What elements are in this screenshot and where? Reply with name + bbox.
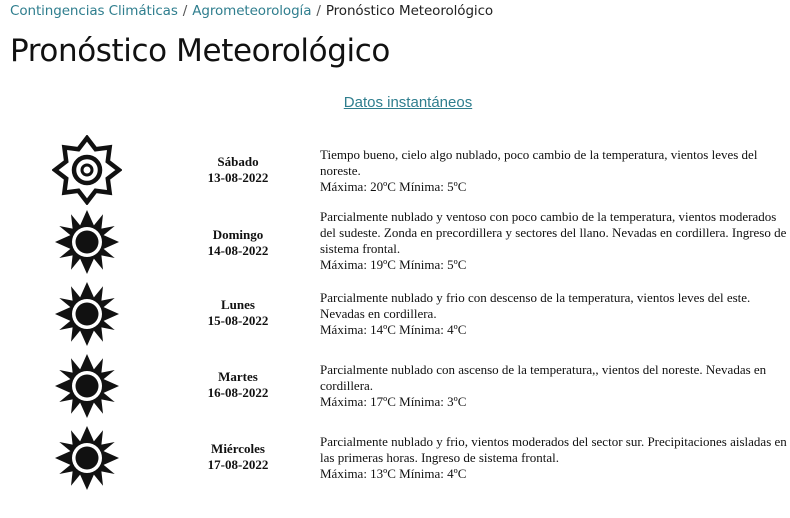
forecast-date-value: 17-08-2022 bbox=[207, 457, 269, 472]
forecast-date bbox=[188, 441, 288, 473]
breadcrumb-link-contingencias[interactable]: Contingencias Climáticas bbox=[10, 3, 178, 19]
forecast-temperatures: Máxima: 14ºC Mínima: 4ºC bbox=[320, 322, 467, 337]
forecast-day: Domingo bbox=[212, 227, 264, 242]
forecast-description bbox=[320, 147, 788, 195]
forecast-date bbox=[188, 369, 288, 401]
forecast-row bbox=[0, 421, 790, 493]
forecast-date bbox=[188, 154, 288, 186]
forecast-temperatures: Máxima: 17ºC Mínima: 3ºC bbox=[320, 394, 467, 409]
forecast-day: Sábado bbox=[217, 154, 259, 169]
forecast-description bbox=[320, 362, 788, 410]
forecast-temperatures: Máxima: 13ºC Mínima: 4ºC bbox=[320, 466, 467, 481]
forecast-temperatures: Máxima: 19ºC Mínima: 5ºC bbox=[320, 257, 467, 272]
forecast-description-text: Parcialmente nublado con ascenso de la temperatura,, vientos del noreste. Nevadas en cordillera. bbox=[320, 362, 767, 393]
forecast-description-text: Tiempo bueno, cielo algo nublado, poco cambio de la temperatura, vientos leves del noreste. bbox=[320, 147, 758, 178]
breadcrumb bbox=[10, 3, 493, 19]
sun-outline-icon bbox=[52, 135, 122, 205]
forecast-day: Martes bbox=[218, 369, 258, 384]
forecast-row bbox=[0, 277, 790, 349]
forecast-day: Miércoles bbox=[211, 441, 265, 456]
sun-icon bbox=[52, 207, 122, 277]
forecast-description-text: Parcialmente nublado y ventoso con poco cambio de la temperatura, vientos moderados del sudeste. Zonda en precordillera y sectores del llano. Nevadas en cordillera. Ingreso de sistema frontal. bbox=[320, 209, 787, 256]
forecast-temperatures: Máxima: 20ºC Mínima: 5ºC bbox=[320, 179, 467, 194]
sun-icon bbox=[52, 423, 122, 493]
forecast-date bbox=[188, 297, 288, 329]
forecast-description-text: Parcialmente nublado y frio, vientos moderados del sector sur. Precipitaciones aisladas en las primeras horas. Ingreso de sistema frontal. bbox=[320, 434, 787, 465]
forecast-row bbox=[0, 349, 790, 421]
forecast-row bbox=[0, 133, 790, 205]
forecast-date-value: 14-08-2022 bbox=[207, 243, 269, 258]
sun-icon bbox=[52, 279, 122, 349]
breadcrumb-separator: / bbox=[316, 3, 321, 19]
breadcrumb-link-agrometeorologia[interactable]: Agrometeorología bbox=[192, 3, 312, 19]
forecast-day: Lunes bbox=[221, 297, 255, 312]
instant-data-link-wrapper bbox=[0, 94, 790, 111]
forecast-date-value: 15-08-2022 bbox=[207, 313, 269, 328]
forecast-description bbox=[320, 434, 788, 482]
forecast-row bbox=[0, 205, 790, 277]
forecast-description-text: Parcialmente nublado y frio con descenso de la temperatura, vientos leves del este. Nevadas en cordillera. bbox=[320, 290, 751, 321]
forecast-date bbox=[188, 227, 288, 259]
forecast-description bbox=[320, 209, 788, 273]
forecast-date-value: 13-08-2022 bbox=[207, 170, 269, 185]
sun-icon bbox=[52, 351, 122, 421]
forecast-description bbox=[320, 290, 788, 338]
breadcrumb-current: Pronóstico Meteorológico bbox=[325, 3, 494, 19]
forecast-date-value: 16-08-2022 bbox=[207, 385, 269, 400]
instant-data-link[interactable]: Datos instantáneos bbox=[343, 94, 473, 111]
page-title: Pronóstico Meteorológico bbox=[10, 33, 390, 69]
breadcrumb-separator: / bbox=[182, 3, 188, 19]
